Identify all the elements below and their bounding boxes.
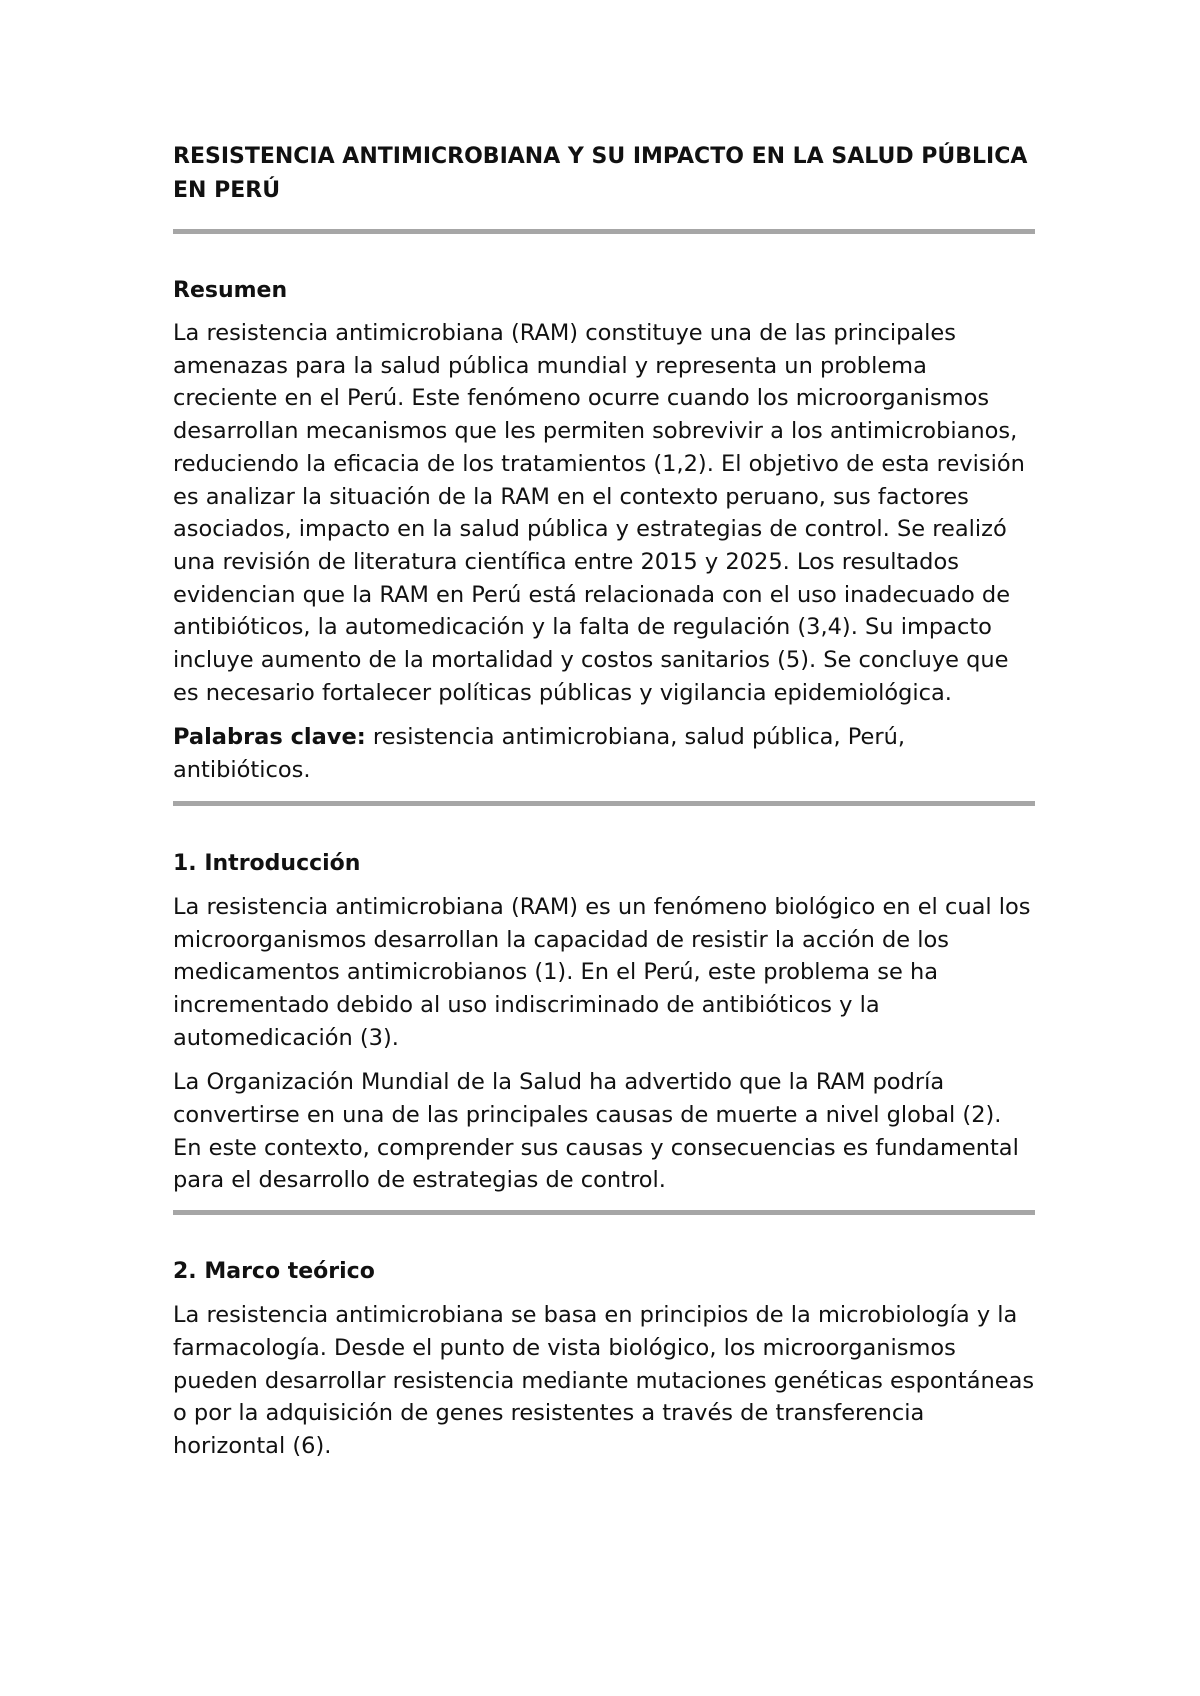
document-title: RESISTENCIA ANTIMICROBIANA Y SU IMPACTO EN LA SALUD PÚBLICA EN PERÚ [173,144,1028,203]
abstract-heading: Resumen [173,278,288,303]
section-divider [173,229,1035,234]
framework-paragraph-1: La resistencia antimicrobiana se basa en principios de la microbiología y la farmacología. Desde el punto de vista biológico, los microorganismos pueden desarrollar resistencia mediante mutaciones genéticas espontáneas o por la adquisición de genes resistentes a través de transferencia horizontal (6). [173,1302,1035,1459]
section-divider [173,801,1035,806]
introduction-paragraph-2: La Organización Mundial de la Salud ha advertido que la RAM podría convertirse en una de las principales causas de muerte a nivel global (2). En este contexto, comprender sus causas y consecuencias es fundamental para el desarrollo de estrategias de control. [173,1069,1019,1194]
section-divider [173,1210,1035,1215]
introduction-heading: 1. Introducción [173,850,361,876]
document-page [173,140,1035,1463]
abstract-text: La resistencia antimicrobiana (RAM) constituye una de las principales amenazas para la salud pública mundial y representa un problema creciente en el Perú. Este fenómeno ocurre cuando los microorganismos desarrollan mecanismos que les permiten sobrevivir a los antimicrobianos, reduciendo la eficacia de los tratamientos (1,2). El objetivo de esta revisión es analizar la situación de la RAM en el contexto peruano, sus factores asociados, impacto en la salud pública y estrategias de control. Se realizó una revisión de literatura científica entre 2015 y 2025. Los resultados evidencian que la RAM en Perú está relacionada con el uso inadecuado de antibióticos, la automedicación y la falta de regulación (3,4). Su impacto incluye aumento de la mortalidad y costos sanitarios (5). Se concluye que es necesario fortalecer políticas públicas y vigilancia epidemiológica. [173,320,1025,706]
keywords-text: resistencia antimicrobiana, salud pública, Perú, antibióticos. [173,724,906,784]
framework-heading: 2. Marco teórico [173,1259,375,1285]
introduction-paragraph-1: La resistencia antimicrobiana (RAM) es un fenómeno biológico en el cual los microorganismos desarrollan la capacidad de resistir la acción de los medicamentos antimicrobianos (1). En el Perú, este problema se ha incrementado debido al uso indiscriminado de antibióticos y la automedicación (3). [173,893,1031,1051]
keywords-label: Palabras clave: [173,724,366,751]
keywords-line [173,721,1035,786]
